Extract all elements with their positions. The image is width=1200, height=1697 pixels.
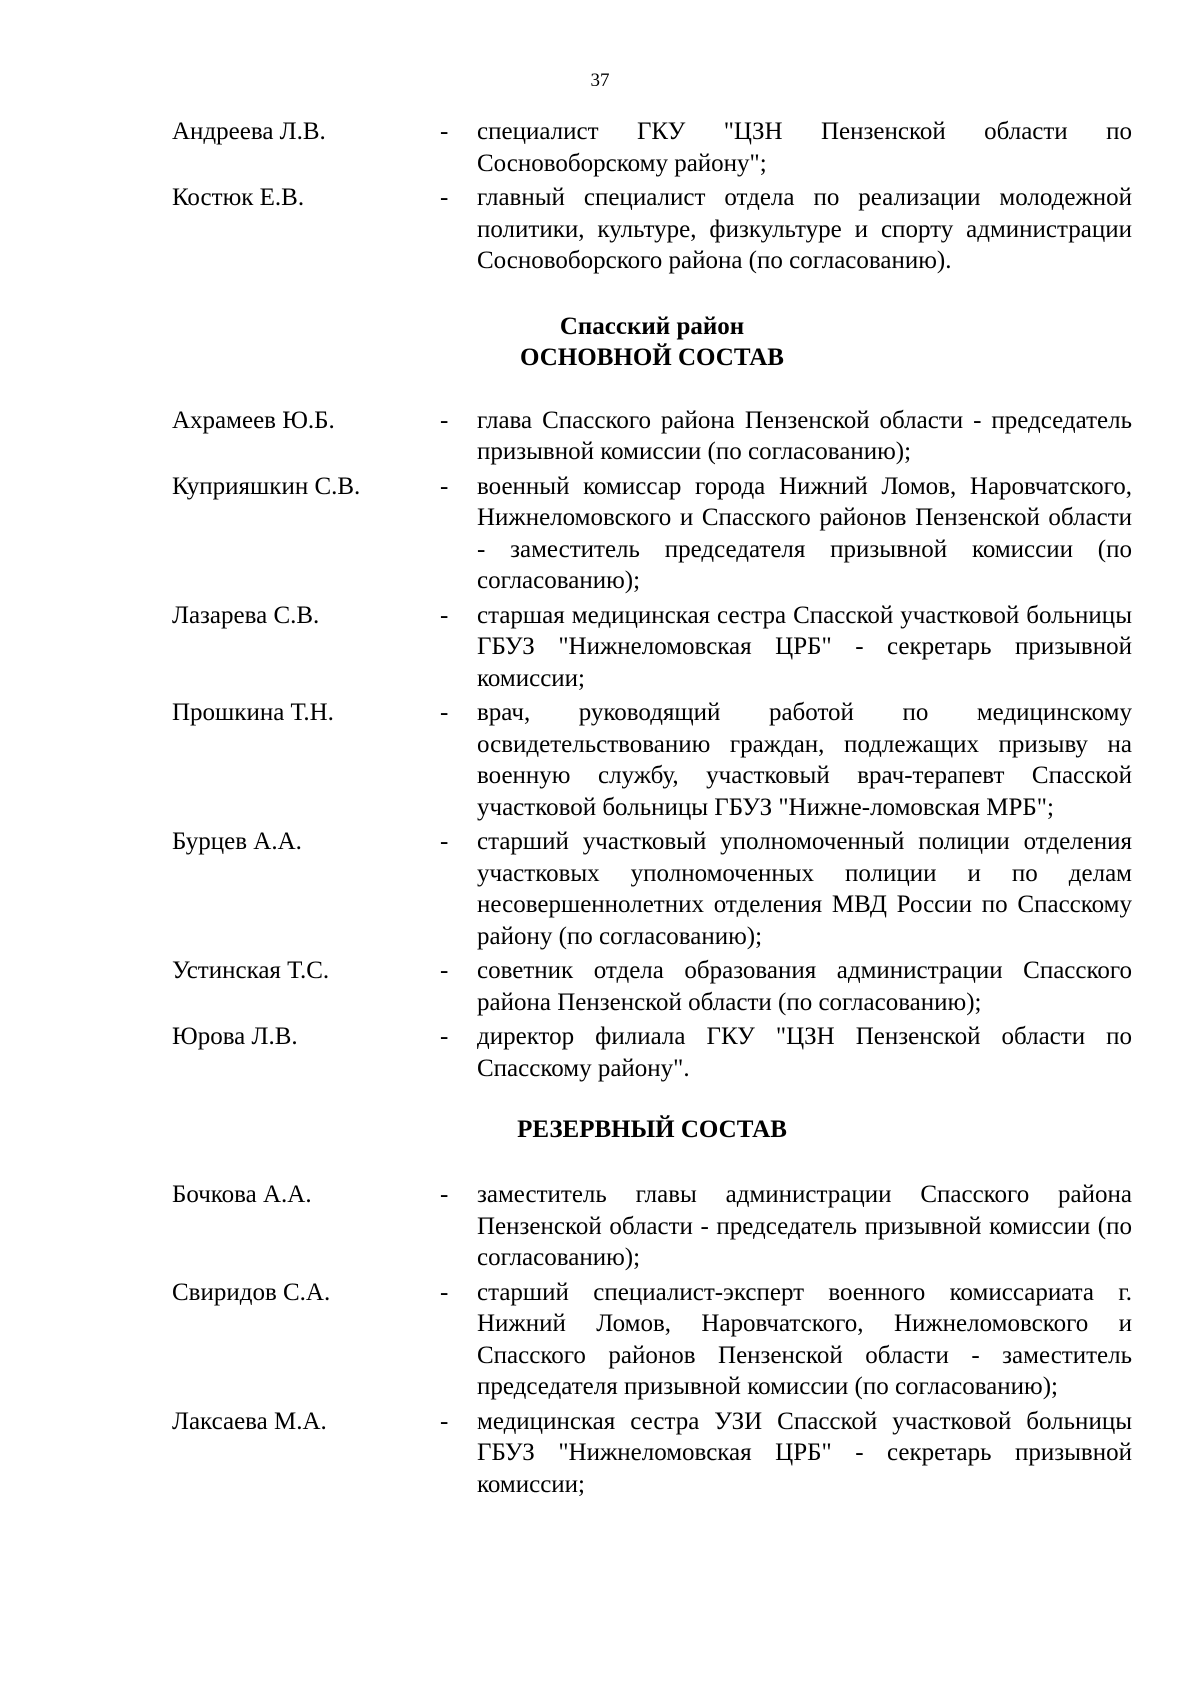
- member-entry: [172, 955, 1132, 1018]
- member-position: медицинская сестра УЗИ Спасской участковой больницы ГБУЗ "Нижнеломовская ЦРБ" - секретарь призывной комиссии;: [477, 1407, 1132, 1498]
- member-name: Прошкина Т.Н.: [172, 699, 334, 726]
- member-position: врач, руководящий работой по медицинскому освидетельствованию граждан, подлежащих призыву на военную службу, участковый врач-терапевт Спасской участковой больницы ГБУЗ "Нижне-ломовская МРБ";: [477, 699, 1132, 821]
- reserve-section-title: РЕЗЕРВНЫЙ СОСТАВ: [517, 1116, 787, 1143]
- dash-separator: -: [440, 406, 449, 434]
- member-entry: [172, 600, 1132, 695]
- member-name: Лазарева С.В.: [172, 601, 320, 629]
- member-position: старший участковый уполномоченный полиции отделения участковых уполномоченных полиции и по делам несовершеннолетних отделения МВД России по Спасскому району (по согласованию);: [477, 828, 1132, 950]
- dash-separator: -: [440, 472, 449, 500]
- member-position: военный комиссар города Нижний Ломов, Наровчатского, Нижнеломовского и Спасского районов Пензенской области - заместитель председателя призывной комиссии (по согласованию);: [477, 472, 1132, 594]
- top-entries: [172, 116, 1132, 277]
- member-name: Свиридов С.А.: [172, 1278, 331, 1306]
- member-entry: [172, 826, 1132, 952]
- dash-separator: -: [440, 184, 449, 211]
- member-entry: [172, 1179, 1132, 1274]
- member-name: Лаксаева М.А.: [172, 1407, 327, 1435]
- member-name: Устинская Т.С.: [172, 957, 330, 984]
- dash-separator: -: [440, 1407, 449, 1435]
- member-entry: [172, 405, 1132, 468]
- member-name: Андреева Л.В.: [172, 118, 326, 145]
- member-name: Юрова Л.В.: [172, 1023, 298, 1050]
- page-number: 37: [590, 70, 610, 91]
- dash-separator: -: [440, 601, 449, 629]
- member-position: главный специалист отдела по реализации молодежной политики, культуре, физкультуре и спорту администрации Сосновоборского района (по согласованию).: [477, 184, 1132, 274]
- member-position: советник отдела образования администрации Спасского района Пензенской области (по согласованию);: [477, 957, 1132, 1016]
- member-name: Бочкова А.А.: [172, 1181, 312, 1208]
- dash-separator: -: [440, 118, 449, 145]
- member-name: Бурцев А.А.: [172, 828, 302, 855]
- member-entry: [172, 1406, 1132, 1501]
- district-title: Спасский район: [559, 312, 745, 340]
- main-entries: [172, 405, 1132, 1085]
- member-name: Куприяшкин С.В.: [172, 472, 361, 500]
- member-entry: [172, 1277, 1132, 1403]
- dash-separator: -: [440, 828, 449, 855]
- dash-separator: -: [440, 699, 449, 726]
- dash-separator: -: [440, 1023, 449, 1050]
- dash-separator: -: [440, 957, 449, 984]
- member-entry: [172, 697, 1132, 823]
- member-position: старший специалист-эксперт военного комиссариата г. Нижний Ломов, Наровчатского, Нижнеломовского и Спасского районов Пензенской области - заместитель председателя призывной комиссии (по согласованию);: [477, 1278, 1132, 1400]
- member-entry: [172, 116, 1132, 179]
- member-position: глава Спасского района Пензенской области - председатель призывной комиссии (по согласованию);: [477, 406, 1132, 465]
- member-name: Ахрамеев Ю.Б.: [172, 406, 335, 434]
- dash-separator: -: [440, 1181, 449, 1208]
- member-entry: [172, 471, 1132, 597]
- member-position: директор филиала ГКУ "ЦЗН Пензенской области по Спасскому району".: [477, 1023, 1132, 1082]
- member-entry: [172, 182, 1132, 277]
- document-body: [172, 116, 1132, 1503]
- main-section-title: ОСНОВНОЙ СОСТАВ: [520, 343, 784, 371]
- member-entry: [172, 1021, 1132, 1084]
- dash-separator: -: [440, 1278, 449, 1306]
- reserve-entries: [172, 1179, 1132, 1500]
- member-position: специалист ГКУ "ЦЗН Пензенской области по Сосновоборскому району";: [477, 118, 1132, 177]
- member-name: Костюк Е.В.: [172, 184, 305, 211]
- member-position: старшая медицинская сестра Спасской участковой больницы ГБУЗ "Нижнеломовская ЦРБ" - секретарь призывной комиссии;: [477, 601, 1132, 692]
- member-position: заместитель главы администрации Спасского района Пензенской области - председатель призывной комиссии (по согласованию);: [477, 1181, 1132, 1271]
